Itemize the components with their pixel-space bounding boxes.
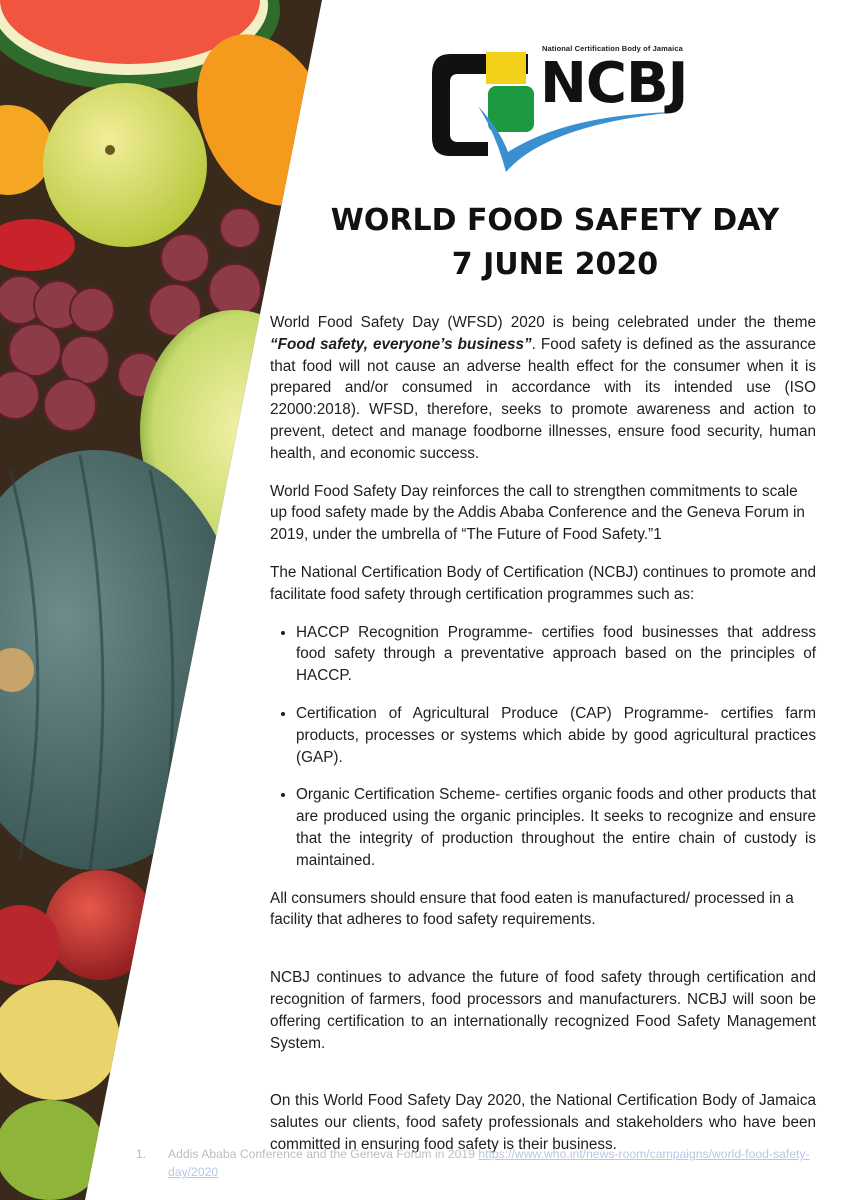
intro-text-b: . Food safety is defined as the assurance that food will not cause an adverse health effect for the consumer when it is prepared and/or consumed in accordance with its intended use (ISO 22000:2018). WFSD, therefore, seeks to promote awareness and action to prevent, detect and manage foodborne illnesses, ensure food security, human health, and economic success.: [270, 335, 816, 462]
paragraph-intro: [270, 312, 816, 465]
footnote-text: [168, 1145, 820, 1181]
theme-text: “Food safety, everyone’s business”: [270, 335, 532, 353]
paragraph-ncbj-programmes: The National Certification Body of Certification (NCBJ) continues to promote and facilitate food safety through certification programmes such as:: [270, 563, 816, 603]
footnote-link[interactable]: https://www.who.int/news-room/campaigns/world-food-safety-day/2020: [168, 1147, 810, 1179]
intro-text-a: World Food Safety Day (WFSD) 2020 is being celebrated under the theme: [270, 314, 816, 331]
footnote-number: 1.: [136, 1147, 147, 1161]
paragraph-future: NCBJ continues to advance the future of food safety through certification and recognition of farmers, food processors and manufacturers. NCBJ will soon be offering certification to an internationally recognized Food Safety Management System.: [270, 969, 816, 1052]
title-line-1: WORLD FOOD SAFETY DAY: [330, 203, 780, 238]
article-body: [270, 312, 816, 1172]
title-line-2: 7 JUNE 2020: [451, 247, 659, 282]
footnote-source: Addis Ababa Conference and the Geneva Forum in 2019: [168, 1147, 479, 1161]
list-item: • Certification of Agricultural Produce (CAP) Programme- certifies farm products, processes or systems which abide by good agricultural practices (GAP).: [296, 703, 816, 768]
logo-wordmark: NCBJ: [540, 51, 688, 116]
list-item: • HACCP Recognition Programme- certifies food businesses that address food safety through a preventative approach based on the principles of HACCP.: [296, 622, 816, 687]
paragraph-salute: On this World Food Safety Day 2020, the National Certification Body of Jamaica salutes our clients, food safety professionals and stakeholders who have been committed in ensuring food safety is their business.: [270, 1092, 816, 1153]
programme-list: [270, 622, 816, 872]
paragraph-reinforces: World Food Safety Day reinforces the call to strengthen commitments to scale up food safety made by the Addis Ababa Conference and the Geneva Forum in 2019, under the umbrella of “The Future of Food Safety.”1: [270, 482, 805, 544]
logo-caption: National Certification Body of Jamaica: [542, 44, 683, 53]
paragraph-consumers: All consumers should ensure that food eaten is manufactured/ processed in a facility that adheres to food safety requirements.: [270, 889, 794, 929]
list-item: • Organic Certification Scheme- certifies organic foods and other products that are produced using the organic principles. It seeks to recognize and ensure that the integrity of production throughout the entire chain of custody is maintained.: [296, 784, 816, 871]
